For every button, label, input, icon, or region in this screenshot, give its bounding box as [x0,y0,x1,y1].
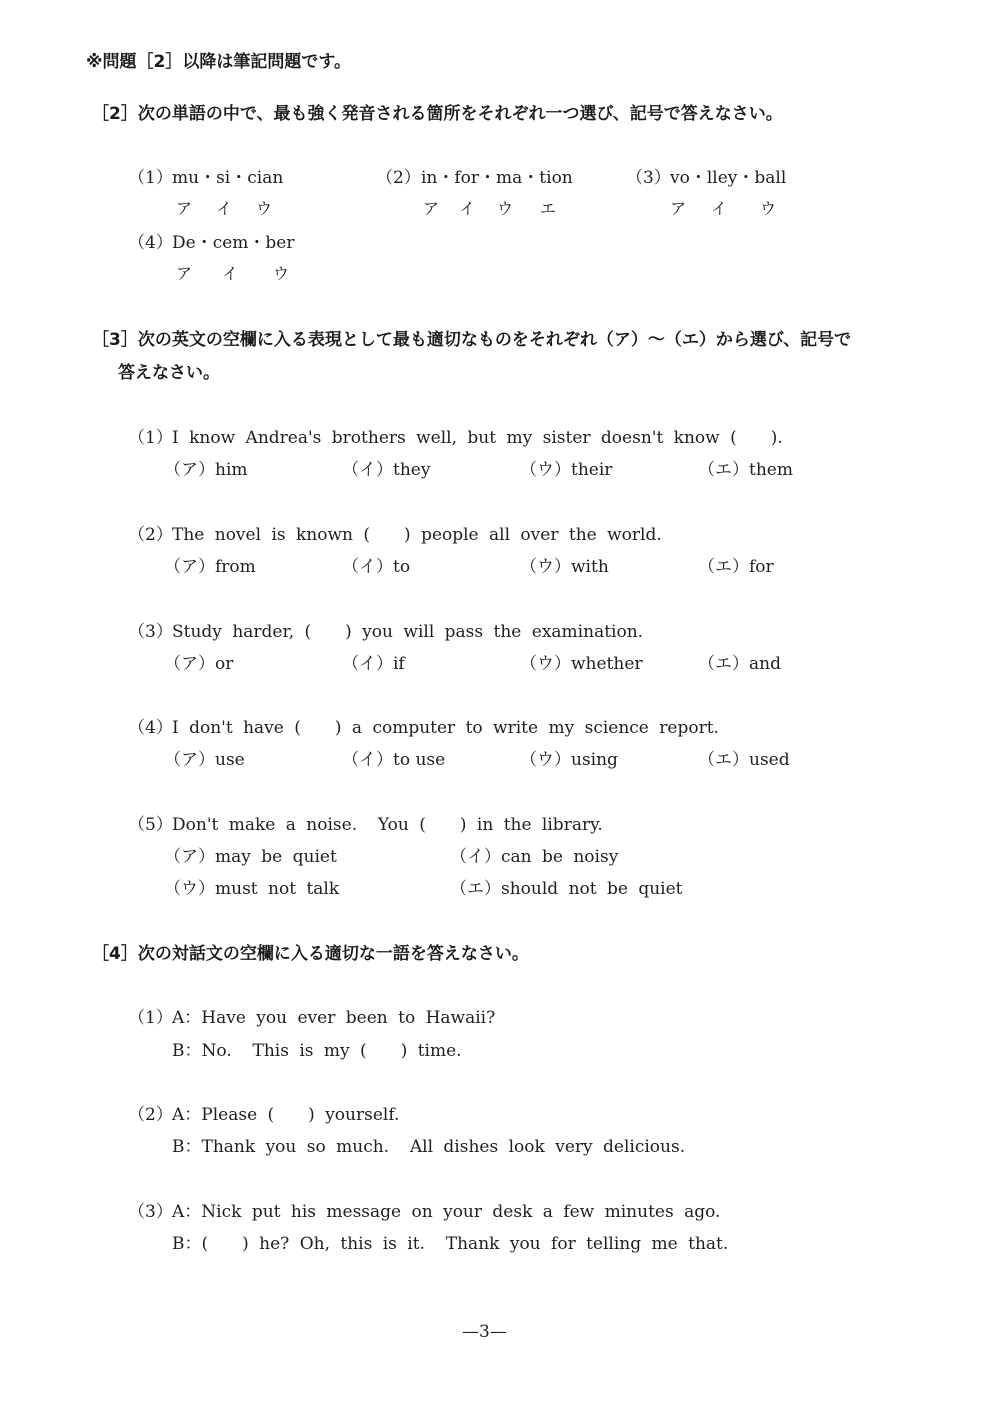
item-number: （1） [128,428,173,448]
syllable-mark: エ [540,199,557,218]
syllable-mark: イ [459,199,476,218]
syllable-mark: ウ [497,199,514,218]
item-number: （1） [128,1008,173,1028]
question-3-heading-cont: 答えなさい。 [118,363,220,383]
dialogue-line-b: B：Thank you so much. All dishes look very delicious. [172,1137,686,1157]
item-number: （4） [128,233,173,253]
word: vo・lley・ball [670,168,787,188]
syllable-mark: イ [711,199,728,218]
choice: （ア）him [164,460,248,480]
word: mu・si・cian [172,168,284,188]
sentence: I don't have ( ) a computer to write my science report. [172,718,719,738]
syllable-mark: ウ [256,199,273,218]
sentence: The novel is known ( ) people all over the world. [172,525,662,545]
item-number: （4） [128,718,173,738]
question-3-heading: ［3］次の英文の空欄に入る表現として最も適切なものをそれぞれ（ア）〜（エ）から選び、記号で [92,330,852,350]
choice: （イ）to [342,557,411,577]
word: in・for・ma・tion [421,168,573,188]
choice: （エ）used [698,750,790,770]
choice: （エ）should not be quiet [450,879,683,899]
item-number: （3） [626,168,671,188]
choice: （エ）for [698,557,774,577]
dialogue-line-a: A：Have you ever been to Hawaii? [172,1008,496,1028]
choice: （ウ）whether [520,654,643,674]
item-number: （2） [376,168,421,188]
item-number: （2） [128,525,173,545]
item-number: （3） [128,622,173,642]
question-2-heading: ［2］次の単語の中で、最も強く発音される箇所をそれぞれ一つ選び、記号で答えなさい。 [92,104,783,124]
instruction-note: ※問題［2］以降は筆記問題です。 [86,52,351,72]
choice: （ウ）must not talk [164,879,340,899]
choice: （イ）they [342,460,431,480]
item-number: （5） [128,815,173,835]
choice: （エ）them [698,460,793,480]
syllable-mark: ア [176,199,193,218]
choice: （イ）if [342,654,405,674]
choice: （イ）to use [342,750,446,770]
choice: （ア）may be quiet [164,847,337,867]
dialogue-line-a: A：Please ( ) yourself. [172,1105,400,1125]
choice: （ア）use [164,750,245,770]
syllable-mark: ア [176,264,193,283]
sentence: Don't make a noise. You ( ) in the library. [172,815,603,835]
syllable-mark: ウ [273,264,290,283]
syllable-mark: ア [423,199,440,218]
dialogue-line-b: B：No. This is my ( ) time. [172,1041,462,1061]
word: De・cem・ber [172,233,295,253]
syllable-mark: イ [216,199,233,218]
choice: （ウ）with [520,557,609,577]
sentence: I know Andrea's brothers well, but my sister doesn't know ( ). [172,428,783,448]
choice: （エ）and [698,654,781,674]
choice: （ウ）their [520,460,613,480]
syllable-mark: イ [222,264,239,283]
item-number: （3） [128,1202,173,1222]
sentence: Study harder, ( ) you will pass the examination. [172,622,644,642]
item-number: （2） [128,1105,173,1125]
dialogue-line-a: A：Nick put his message on your desk a few minutes ago. [172,1202,721,1222]
syllable-mark: ア [670,199,687,218]
choice: （ア）or [164,654,234,674]
item-number: （1） [128,168,173,188]
question-4-heading: ［4］次の対話文の空欄に入る適切な一語を答えなさい。 [92,944,529,964]
dialogue-line-b: B：( ) he? Oh, this is it. Thank you for telling me that. [172,1234,729,1254]
choice: （ウ）using [520,750,618,770]
choice: （イ）can be noisy [450,847,619,867]
syllable-mark: ウ [760,199,777,218]
page-number: —3— [462,1322,507,1342]
choice: （ア）from [164,557,256,577]
